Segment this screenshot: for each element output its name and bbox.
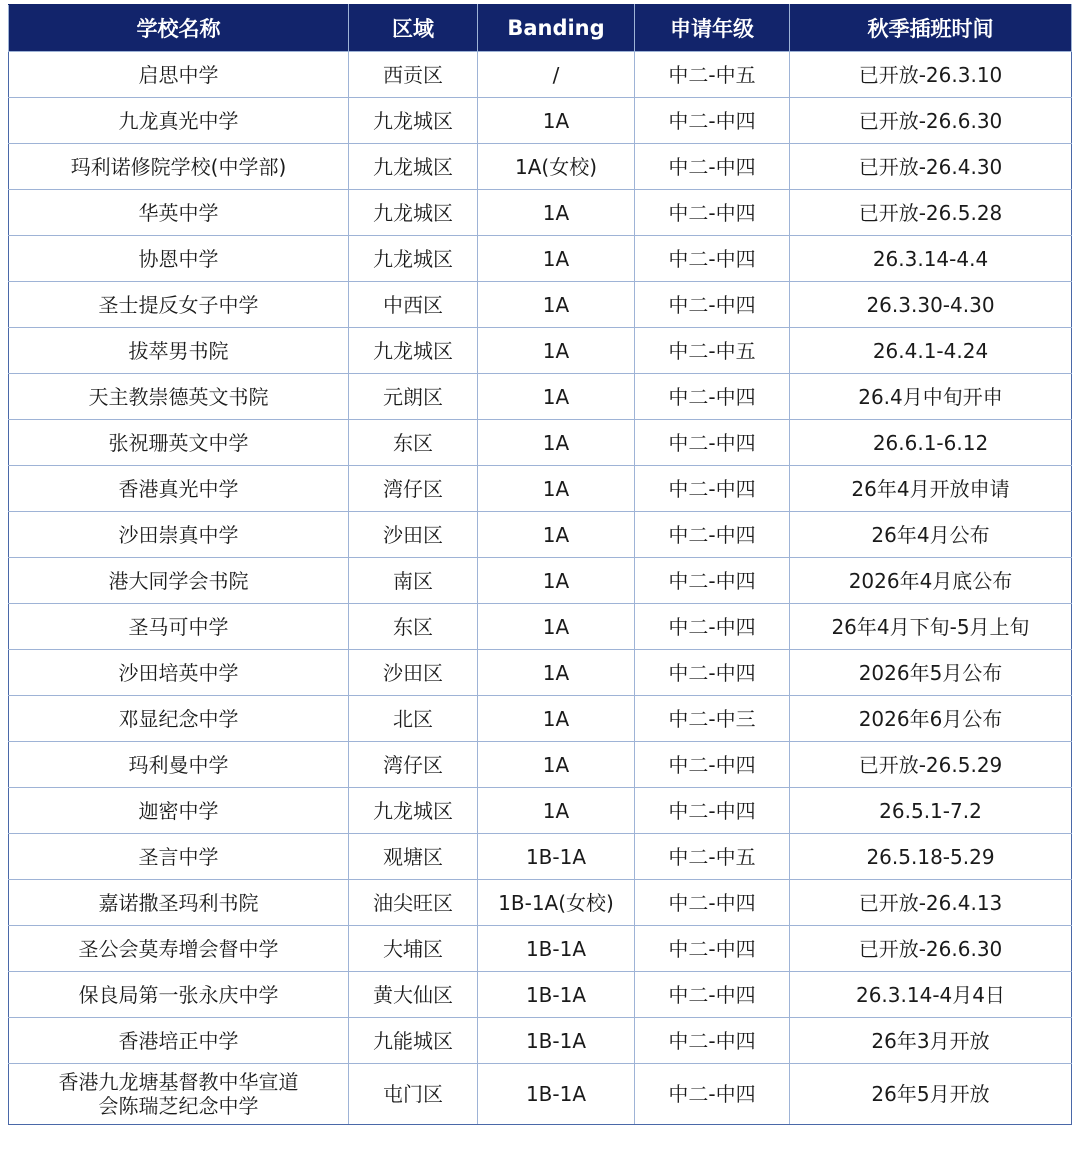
cell-banding: 1B-1A(女校) [478, 880, 635, 926]
cell-grade: 中二-中四 [635, 742, 790, 788]
cell-district: 湾仔区 [349, 742, 478, 788]
cell-banding: 1A [478, 420, 635, 466]
cell-autumn-time: 已开放-26.5.29 [790, 742, 1072, 788]
cell-banding: / [478, 52, 635, 98]
school-name-line: 华英中学 [138, 200, 219, 225]
cell-district: 屯门区 [349, 1064, 478, 1125]
cell-banding: 1A [478, 374, 635, 420]
table-row [9, 880, 1072, 926]
cell-district: 北区 [349, 696, 478, 742]
cell-grade: 中二-中四 [635, 1064, 790, 1125]
cell-autumn-time: 已开放-26.5.28 [790, 190, 1072, 236]
table-row [9, 374, 1072, 420]
school-name-line: 圣公会莫寿增会督中学 [78, 936, 279, 961]
cell-banding: 1B-1A [478, 1064, 635, 1125]
header-row [9, 5, 1072, 52]
header-autumn-time: 秋季插班时间 [790, 5, 1072, 52]
cell-school-name [9, 466, 349, 512]
table-row [9, 236, 1072, 282]
cell-banding: 1A [478, 558, 635, 604]
cell-district: 东区 [349, 604, 478, 650]
cell-district: 大埔区 [349, 926, 478, 972]
cell-autumn-time: 已开放-26.6.30 [790, 926, 1072, 972]
cell-grade: 中二-中四 [635, 650, 790, 696]
cell-autumn-time: 26.3.30-4.30 [790, 282, 1072, 328]
cell-school-name [9, 98, 349, 144]
header-school-name: 学校名称 [9, 5, 349, 52]
cell-grade: 中二-中四 [635, 512, 790, 558]
cell-autumn-time: 26年3月开放 [790, 1018, 1072, 1064]
school-name-line: 港大同学会书院 [108, 568, 249, 593]
table-row [9, 466, 1072, 512]
cell-district: 元朗区 [349, 374, 478, 420]
school-name-line: 沙田培英中学 [118, 660, 239, 685]
cell-district: 南区 [349, 558, 478, 604]
table-row [9, 1064, 1072, 1125]
cell-grade: 中二-中五 [635, 52, 790, 98]
cell-banding: 1B-1A [478, 834, 635, 880]
table-row [9, 98, 1072, 144]
cell-district: 黄大仙区 [349, 972, 478, 1018]
cell-district: 沙田区 [349, 512, 478, 558]
cell-district: 九能城区 [349, 1018, 478, 1064]
cell-autumn-time: 26.5.1-7.2 [790, 788, 1072, 834]
cell-school-name [9, 834, 349, 880]
table-row [9, 972, 1072, 1018]
school-name-line: 邓显纪念中学 [118, 706, 239, 731]
cell-autumn-time: 26.4月中旬开申 [790, 374, 1072, 420]
header-banding: Banding [478, 5, 635, 52]
table-header [9, 5, 1072, 52]
cell-school-name [9, 236, 349, 282]
cell-banding: 1B-1A [478, 1018, 635, 1064]
cell-grade: 中二-中四 [635, 788, 790, 834]
cell-district: 中西区 [349, 282, 478, 328]
cell-school-name [9, 696, 349, 742]
table-row [9, 420, 1072, 466]
table-row [9, 144, 1072, 190]
cell-banding: 1A [478, 282, 635, 328]
cell-school-name [9, 144, 349, 190]
cell-school-name [9, 190, 349, 236]
cell-grade: 中二-中四 [635, 466, 790, 512]
table-row [9, 282, 1072, 328]
school-table-container [8, 4, 1071, 1125]
cell-banding: 1A [478, 328, 635, 374]
cell-autumn-time: 已开放-26.3.10 [790, 52, 1072, 98]
cell-school-name [9, 282, 349, 328]
cell-autumn-time: 已开放-26.6.30 [790, 98, 1072, 144]
cell-district: 东区 [349, 420, 478, 466]
table-row [9, 558, 1072, 604]
school-name-line: 玛利曼中学 [128, 752, 229, 777]
header-grade: 申请年级 [635, 5, 790, 52]
school-name-line: 圣言中学 [138, 844, 219, 869]
table-body [9, 52, 1072, 1125]
table-row [9, 696, 1072, 742]
cell-grade: 中二-中四 [635, 144, 790, 190]
cell-banding: 1A [478, 98, 635, 144]
cell-autumn-time: 26年5月开放 [790, 1064, 1072, 1125]
cell-banding: 1A [478, 512, 635, 558]
cell-banding: 1B-1A [478, 972, 635, 1018]
cell-district: 九龙城区 [349, 190, 478, 236]
cell-autumn-time: 2026年6月公布 [790, 696, 1072, 742]
school-name-line: 香港九龙塘基督教中华宣道 [58, 1070, 299, 1094]
cell-school-name [9, 650, 349, 696]
cell-grade: 中二-中四 [635, 374, 790, 420]
cell-school-name [9, 512, 349, 558]
cell-school-name [9, 52, 349, 98]
table-row [9, 328, 1072, 374]
cell-banding: 1A [478, 466, 635, 512]
table-row [9, 52, 1072, 98]
school-name-line: 天主教崇德英文书院 [88, 384, 269, 409]
school-name-line: 协恩中学 [138, 246, 219, 271]
cell-grade: 中二-中五 [635, 328, 790, 374]
cell-school-name [9, 926, 349, 972]
cell-grade: 中二-中四 [635, 98, 790, 144]
cell-grade: 中二-中四 [635, 190, 790, 236]
table-row [9, 834, 1072, 880]
cell-banding: 1A [478, 650, 635, 696]
cell-banding: 1A [478, 742, 635, 788]
cell-banding: 1A [478, 788, 635, 834]
table-row [9, 190, 1072, 236]
cell-school-name [9, 788, 349, 834]
cell-district: 观塘区 [349, 834, 478, 880]
cell-school-name [9, 604, 349, 650]
cell-grade: 中二-中四 [635, 420, 790, 466]
cell-grade: 中二-中四 [635, 880, 790, 926]
cell-district: 九龙城区 [349, 98, 478, 144]
cell-banding: 1A [478, 604, 635, 650]
cell-school-name [9, 880, 349, 926]
school-name-line: 会陈瑞芝纪念中学 [98, 1094, 259, 1118]
cell-school-name [9, 972, 349, 1018]
school-name-line: 香港培正中学 [118, 1028, 239, 1053]
school-name-line: 嘉诺撒圣玛利书院 [98, 890, 259, 915]
cell-banding: 1A [478, 190, 635, 236]
header-district: 区域 [349, 5, 478, 52]
cell-district: 油尖旺区 [349, 880, 478, 926]
cell-autumn-time: 26.4.1-4.24 [790, 328, 1072, 374]
cell-autumn-time: 26年4月开放申请 [790, 466, 1072, 512]
table-row [9, 604, 1072, 650]
school-name-line: 香港真光中学 [118, 476, 239, 501]
cell-grade: 中二-中四 [635, 604, 790, 650]
school-name-line: 迦密中学 [138, 798, 219, 823]
table-row [9, 742, 1072, 788]
cell-school-name [9, 374, 349, 420]
cell-autumn-time: 26.3.14-4.4 [790, 236, 1072, 282]
school-name-line: 圣士提反女子中学 [98, 292, 259, 317]
school-name-line: 玛利诺修院学校(中学部) [70, 154, 287, 179]
school-name-line: 沙田崇真中学 [118, 522, 239, 547]
cell-grade: 中二-中四 [635, 282, 790, 328]
cell-school-name [9, 558, 349, 604]
cell-grade: 中二-中三 [635, 696, 790, 742]
cell-district: 西贡区 [349, 52, 478, 98]
cell-autumn-time: 26年4月下旬-5月上旬 [790, 604, 1072, 650]
cell-district: 九龙城区 [349, 236, 478, 282]
cell-banding: 1B-1A [478, 926, 635, 972]
cell-autumn-time: 2026年5月公布 [790, 650, 1072, 696]
school-table [8, 4, 1072, 1125]
cell-school-name [9, 420, 349, 466]
cell-grade: 中二-中四 [635, 558, 790, 604]
cell-district: 沙田区 [349, 650, 478, 696]
table-row [9, 650, 1072, 696]
cell-autumn-time: 26.3.14-4月4日 [790, 972, 1072, 1018]
cell-district: 九龙城区 [349, 788, 478, 834]
cell-autumn-time: 已开放-26.4.13 [790, 880, 1072, 926]
cell-autumn-time: 26年4月公布 [790, 512, 1072, 558]
cell-school-name [9, 1064, 349, 1125]
cell-banding: 1A [478, 696, 635, 742]
table-row [9, 788, 1072, 834]
school-name-line: 张祝珊英文中学 [108, 430, 249, 455]
cell-school-name [9, 1018, 349, 1064]
school-name-line: 圣马可中学 [128, 614, 229, 639]
table-row [9, 512, 1072, 558]
cell-autumn-time: 已开放-26.4.30 [790, 144, 1072, 190]
table-row [9, 926, 1072, 972]
cell-grade: 中二-中四 [635, 972, 790, 1018]
cell-school-name [9, 328, 349, 374]
cell-school-name [9, 742, 349, 788]
cell-banding: 1A [478, 236, 635, 282]
school-name-line: 保良局第一张永庆中学 [78, 982, 279, 1007]
school-name-line: 九龙真光中学 [118, 108, 239, 133]
cell-banding: 1A(女校) [478, 144, 635, 190]
cell-autumn-time: 26.6.1-6.12 [790, 420, 1072, 466]
school-name-line: 启思中学 [138, 62, 219, 87]
cell-grade: 中二-中四 [635, 926, 790, 972]
cell-autumn-time: 2026年4月底公布 [790, 558, 1072, 604]
cell-autumn-time: 26.5.18-5.29 [790, 834, 1072, 880]
table-row [9, 1018, 1072, 1064]
cell-district: 九龙城区 [349, 144, 478, 190]
school-name-line: 拔萃男书院 [128, 338, 229, 363]
cell-grade: 中二-中五 [635, 834, 790, 880]
cell-district: 湾仔区 [349, 466, 478, 512]
cell-district: 九龙城区 [349, 328, 478, 374]
cell-grade: 中二-中四 [635, 1018, 790, 1064]
cell-grade: 中二-中四 [635, 236, 790, 282]
